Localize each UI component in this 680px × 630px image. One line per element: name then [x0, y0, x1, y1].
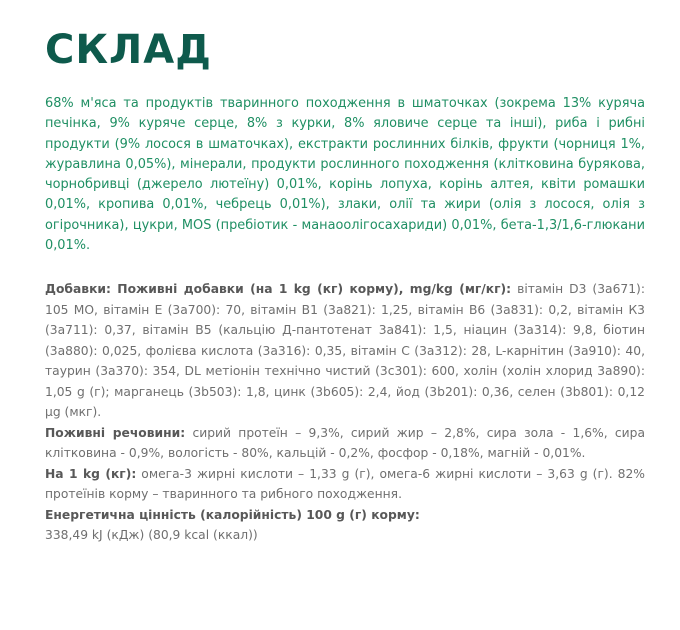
energy-label: Енергетична цінність (калорійність) 100 g (г) корму: — [45, 507, 420, 522]
per-kg-label: На 1 kg (кг): — [45, 466, 137, 481]
energy-value: 338,49 kJ (кДж) (80,9 kcal (ккал)) — [45, 528, 258, 542]
additives-label: Добавки: Поживні добавки (на 1 kg (кг) корму), mg/kg (мг/кг): — [45, 282, 512, 296]
nutrients-text: сирий протеїн – 9,3%, сирий жир – 2,8%, сира зола - 1,6%, сира клітковина - 0,9%, вологість - 80%, кальцій - 0,2%, фосфор - 0,18%, магній - 0,01%. — [45, 425, 646, 460]
page-title: СКЛАД — [45, 27, 212, 73]
composition-text: 68% м'яса та продуктів тваринного походження в шматочках (зокрема 13% куряча печінка, 9% куряче серце, 8% з курки, 8% яловиче серце та інші), риба і рибні продукти (9% лосося в шматочках), екстракти рослинних білків, фрукти (чорниця 1%, журавлина 0,05%), мінерали, продукти рослинного походження (клітковина бурякова, чорнобривці (джерело лютеїну) 0,01%, корінь лопуха, корінь алтея, квіти ромашки 0,01%, кропива 0,01%, чебрець 0,01%), злаки, олії та жири (олія з лосося, олія з огірочника), цукри, MOS (пребіотик - манаоолігосахариди) 0,01%, бета-1,3/1,6-глюкани 0,01%. — [45, 96, 645, 254]
additives-section — [45, 279, 645, 546]
additives-paragraph — [45, 279, 645, 423]
additives-text: вітамін D3 (3a671): 105 МО, вітамін Е (3a700): 70, вітамін B1 (3a821): 1,25, вітамін B6 (3a831): 0,2, вітамін К3 (3a711): 0,37, вітамін B5 (кальцію Д-пантотенат 3a841): 1,5, ніацин (3a314): 9,8, біотин (3a880): 0,025, фолієва кислота (3a316): 0,35, вітамін С (3a312): 28, L-карнітин (3a910): 40, таурин (3a370): 354, DL метіонін технічно чистий (3c301): 600, холін (холін хлорид 3a890): 1,05 g (г); марганець (3b503): 1,8, цинк (3b605): 2,4, йод (3b201): 0,36, селен (3b801): 0,12 µg (мкг). — [45, 282, 645, 419]
nutrients-label: Поживні речовини: — [45, 425, 186, 440]
energy-label-paragraph — [45, 505, 645, 526]
per-kg-paragraph — [45, 464, 645, 505]
nutrients-paragraph — [45, 423, 645, 464]
per-kg-text: омега-3 жирні кислоти – 1,33 g (г), омега-6 жирні кислоти – 3,63 g (г). 82% протеїнів корму – тваринного та рибного походження. — [45, 466, 645, 501]
energy-value-paragraph — [45, 525, 645, 546]
